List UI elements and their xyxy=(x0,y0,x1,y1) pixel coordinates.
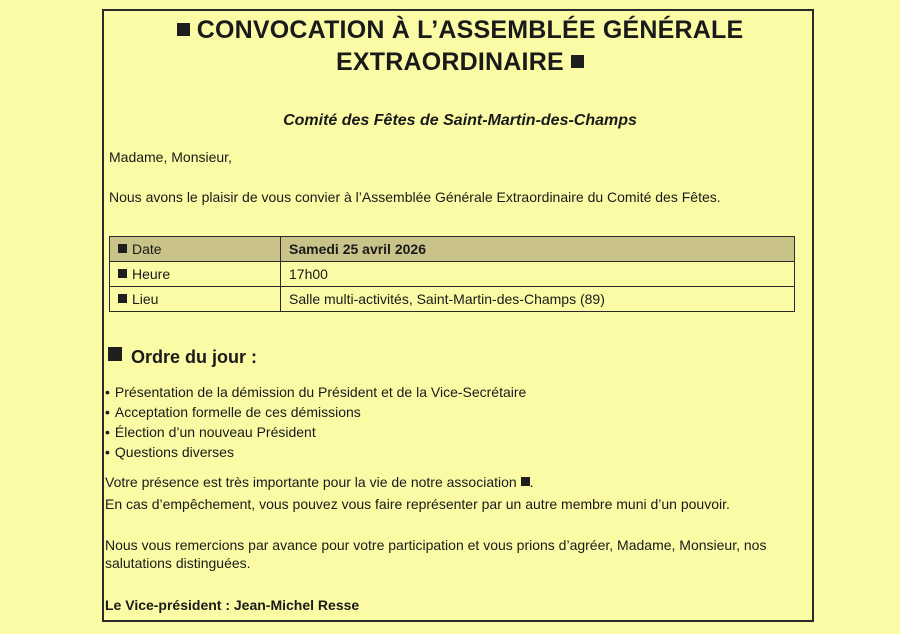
square-bullet-icon xyxy=(118,269,127,278)
list-item: • Élection d’un nouveau Président xyxy=(105,422,526,442)
organization-name: Comité des Fêtes de Saint-Martin-des-Champs xyxy=(283,112,637,129)
detail-value: Samedi 25 avril 2026 xyxy=(281,237,795,262)
presence-text: Votre présence est très importante pour la vie de notre association . xyxy=(105,474,534,490)
square-bullet-icon xyxy=(118,294,127,303)
list-item: • Présentation de la démission du Président et de la Vice-Secrétaire xyxy=(105,382,526,402)
detail-value: 17h00 xyxy=(281,262,795,287)
detail-label: Date xyxy=(110,237,281,262)
details-table xyxy=(109,236,795,312)
detail-label: Heure xyxy=(110,262,281,287)
salutation: Madame, Monsieur, xyxy=(109,149,232,165)
document-frame xyxy=(102,9,814,622)
thanks-text-line2: salutations distinguées. xyxy=(105,555,251,571)
list-item: • Questions diverses xyxy=(105,442,526,462)
square-bullet-icon xyxy=(108,347,122,361)
detail-value: Salle multi-activités, Saint-Martin-des-Champs (89) xyxy=(281,287,795,312)
square-bullet-icon xyxy=(177,23,190,36)
thanks-text-line1: Nous vous remercions par avance pour votre participation et vous prions d’agréer, Madame, Monsieur, nos xyxy=(105,537,767,553)
intro-text: Nous avons le plaisir de vous convier à l’Assemblée Générale Extraordinaire du Comité des Fêtes. xyxy=(109,189,721,205)
detail-label: Lieu xyxy=(110,287,281,312)
agenda-list xyxy=(105,382,526,462)
table-row xyxy=(110,237,795,262)
square-bullet-icon xyxy=(118,244,127,253)
table-row xyxy=(110,287,795,312)
proxy-text: En cas d’empêchement, vous pouvez vous faire représenter par un autre membre muni d’un pouvoir. xyxy=(105,496,730,512)
list-item: • Acceptation formelle de ces démissions xyxy=(105,402,526,422)
table-row xyxy=(110,262,795,287)
square-bullet-icon xyxy=(571,55,584,68)
document-title: CONVOCATION À L’ASSEMBLÉE GÉNÉRALE EXTRAORDINAIRE xyxy=(110,14,810,78)
square-bullet-icon xyxy=(521,477,530,486)
signature: Le Vice-président : Jean-Michel Resse xyxy=(105,597,360,613)
agenda-heading: Ordre du jour : xyxy=(108,347,257,368)
